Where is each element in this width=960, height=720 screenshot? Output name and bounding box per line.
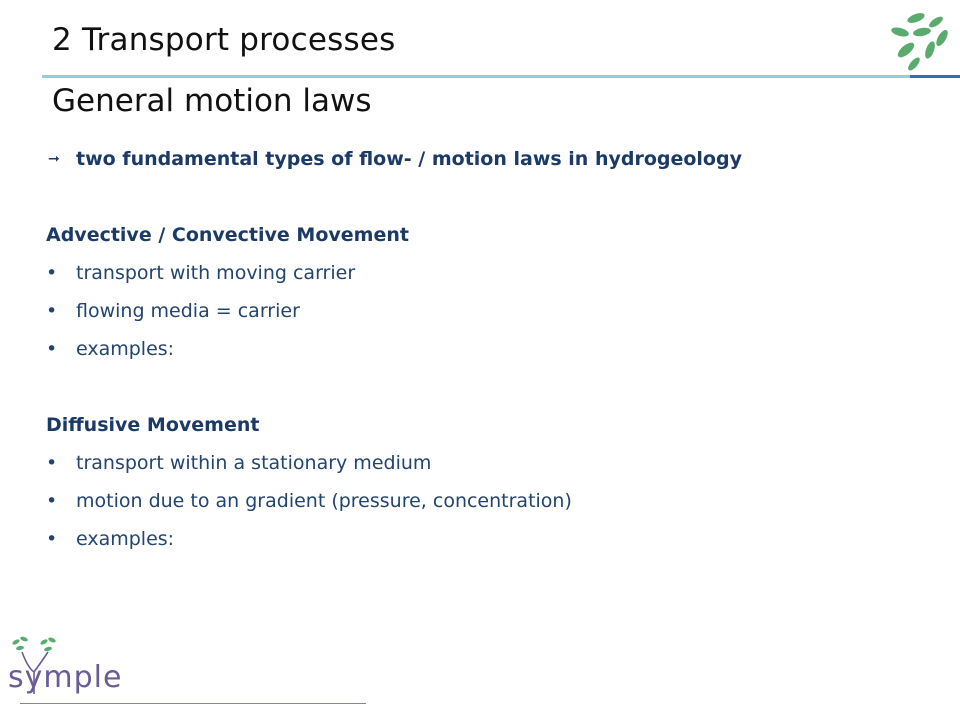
list-item [46, 520, 926, 558]
arrow-right-icon: ➞ [48, 151, 60, 167]
intro-text: two fundamental types of flow- / motion laws in hydrogeology [76, 148, 742, 170]
bullet-icon: • [46, 528, 58, 550]
leaves-logo-icon [886, 8, 952, 74]
list-item-text: transport with moving carrier [76, 262, 356, 284]
list-item-text: examples: [76, 528, 175, 550]
list-item [46, 330, 926, 368]
diffusive-heading: Diffusive Movement [46, 414, 260, 436]
list-item [46, 254, 926, 292]
advective-heading: Advective / Convective Movement [46, 224, 409, 246]
header-rule-accent [910, 75, 960, 78]
header-rule [42, 75, 960, 78]
bullet-icon: • [46, 262, 58, 284]
footer-rule [20, 703, 366, 704]
spacer [46, 368, 926, 406]
list-item-text: examples: [76, 338, 175, 360]
symple-logo-text: symple [8, 660, 123, 695]
bullet-icon: • [46, 490, 58, 512]
list-item-text: motion due to an gradient (pressure, concentration) [76, 490, 572, 512]
bullet-icon: • [46, 452, 58, 474]
list-item-text: flowing media = carrier [76, 300, 300, 322]
list-item [46, 482, 926, 520]
list-item-text: transport within a stationary medium [76, 452, 432, 474]
chapter-title: 2 Transport processes [52, 22, 396, 58]
intro-line [46, 140, 926, 178]
spacer [46, 178, 926, 216]
bullet-icon: • [46, 300, 58, 322]
slide-title: General motion laws [52, 83, 372, 119]
list-item [46, 444, 926, 482]
slide-content [46, 140, 926, 558]
bullet-icon: • [46, 338, 58, 360]
list-item [46, 292, 926, 330]
